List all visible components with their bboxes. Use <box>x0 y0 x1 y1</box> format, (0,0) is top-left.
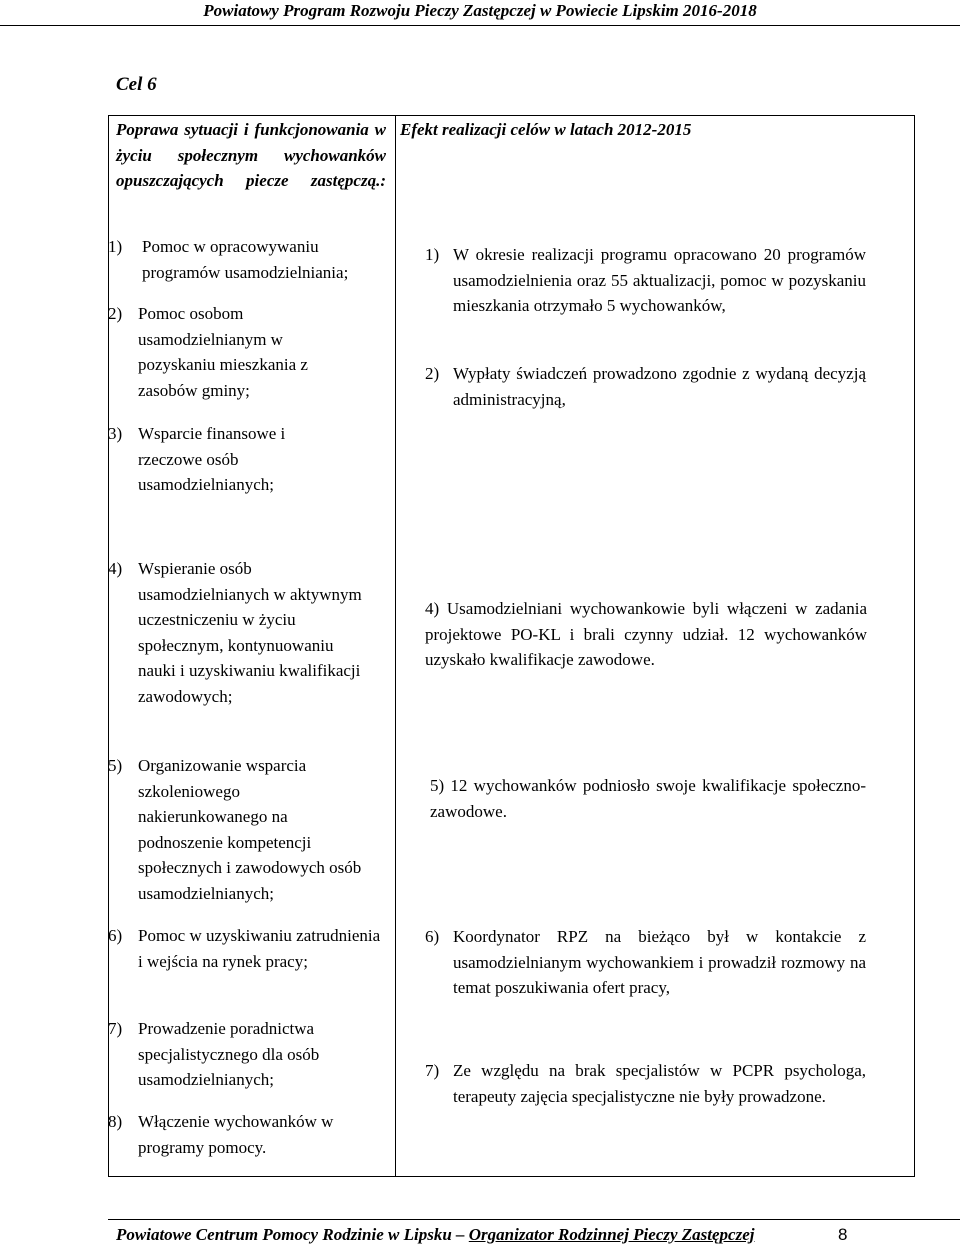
task-number: 6) <box>108 926 123 945</box>
page-number: 8 <box>838 1225 848 1244</box>
footer-organizer: Organizator Rodzinnej Pieczy Zastępczej <box>468 1225 755 1244</box>
table-right-heading: Efekt realizacji celów w latach 2012-2015 <box>400 120 692 139</box>
footer-separator: – <box>451 1225 469 1244</box>
footer-rule <box>108 1219 960 1220</box>
task-number: 4) <box>108 559 123 578</box>
effect-text: 5) 12 wychowanków podniosło swoje kwalifikacje społeczno-zawodowe. <box>430 776 866 821</box>
task-text: Wsparcie finansowe i rzeczowe osób usamodzielnianych; <box>138 424 286 494</box>
table-left-heading: Poprawa sytuacji i funkcjonowania w życiu społecznym wychowanków opuszczających piecze zastępczą.: <box>116 120 386 190</box>
effect-text: 4) Usamodzielniani wychowankowie byli włączeni w zadania projektowe PO-KL i brali czynny udział. 12 wychowanków uzyskało kwalifikacje zawodowe. <box>425 599 867 669</box>
document-header-title: Powiatowy Program Rozwoju Pieczy Zastępczej w Powiecie Lipskim 2016-2018 <box>203 1 757 20</box>
effect-text: Ze względu na brak specjalistów w PCPR psychologa, terapeuty zajęcia specjalistyczne nie były prowadzone. <box>453 1061 866 1106</box>
table-column-divider <box>395 115 396 1177</box>
effect-text: Wypłaty świadczeń prowadzono zgodnie z wydaną decyzją administracyjną, <box>453 364 866 409</box>
effect-number: 2) <box>425 364 440 383</box>
task-text: Pomoc osobom usamodzielnianym w pozyskaniu mieszkania z zasobów gminy; <box>138 304 308 400</box>
effect-number: 7) <box>425 1061 440 1080</box>
footer-institution: Powiatowe Centrum Pomocy Rodzinie w Lipsku <box>116 1225 452 1244</box>
header-rule <box>0 25 960 26</box>
task-text: Włączenie wychowanków w programy pomocy. <box>138 1112 334 1157</box>
task-text: Pomoc w uzyskiwaniu zatrudnienia i wejścia na rynek pracy; <box>138 926 381 971</box>
goal-label: Cel 6 <box>116 74 157 95</box>
task-number: 1) <box>108 237 123 256</box>
effect-number: 6) <box>425 927 440 946</box>
task-number: 2) <box>108 304 123 323</box>
task-text: Organizowanie wsparcia szkoleniowego nakierunkowanego na podnoszenie kompetencji społecznych i zawodowych osób usamodzielnianych; <box>138 756 362 903</box>
effect-text: W okresie realizacji programu opracowano 20 programów usamodzielnienia oraz 55 aktualizacji, pomoc w pozyskaniu mieszkania otrzymało 5 wychowanków, <box>453 245 866 315</box>
document-footer <box>116 1225 754 1245</box>
task-text: Prowadzenie poradnictwa specjalistycznego dla osób usamodzielnianych; <box>138 1019 320 1089</box>
effect-text: Koordynator RPZ na bieżąco był w kontakcie z usamodzielnianym wychowankiem i prowadził rozmowy na temat poszukiwania ofert pracy, <box>453 927 866 997</box>
effect-number: 1) <box>425 245 440 264</box>
task-number: 5) <box>108 756 123 775</box>
task-number: 8) <box>108 1112 123 1131</box>
task-text: Wspieranie osób usamodzielnianych w aktywnym uczestniczeniu w życiu społecznym, kontynuowaniu nauki i uzyskiwaniu kwalifikacji zawodowych; <box>138 559 362 706</box>
task-number: 3) <box>108 424 123 443</box>
task-number: 7) <box>108 1019 123 1038</box>
task-text: Pomoc w opracowywaniu programów usamodzielniania; <box>142 237 349 282</box>
